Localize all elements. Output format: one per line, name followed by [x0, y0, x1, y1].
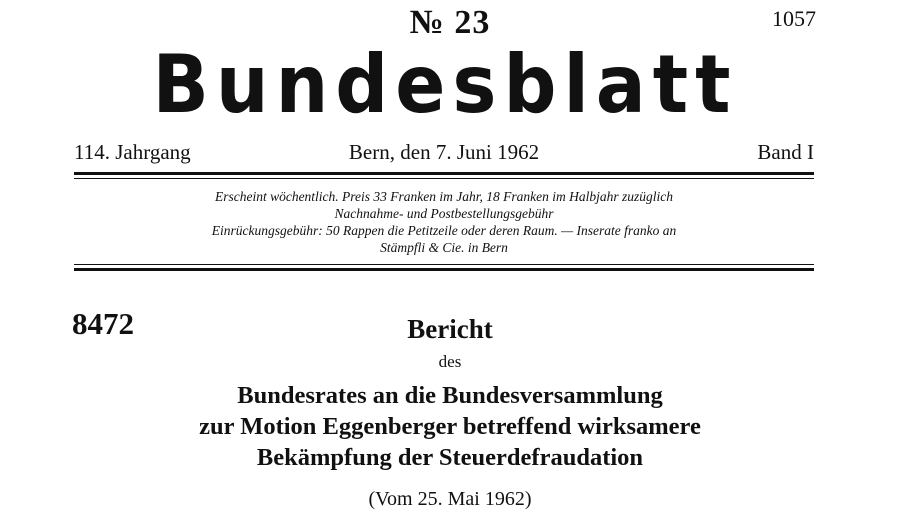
notice-line-4: Stämpfli & Cie. in Bern [380, 240, 508, 255]
report-title: Bericht [407, 314, 493, 344]
report-number: 8472 [72, 306, 134, 341]
notice-line-1: Erscheint wöchentlich. Preis 33 Franken im Jahr, 18 Franken im Halbjahr zuzüglich [214, 189, 674, 204]
notice-line-2: Nachnahme- und Postbestellungsgebühr [334, 206, 554, 221]
page-number: 1057 [772, 6, 816, 31]
place-date: Bern, den 7. Juni 1962 [348, 140, 540, 164]
report-date: (Vom 25. Mai 1962) [368, 488, 532, 510]
subtitle-line-2: zur Motion Eggenberger betreffend wirksamere [199, 413, 701, 440]
notice-line-3: Einrückungsgebühr: 50 Rappen die Petitzeile oder deren Raum. — Inserate franko an [211, 223, 677, 238]
band-label: Band I [757, 140, 814, 164]
top-rule-thick [74, 172, 814, 175]
report-subtitle [0, 380, 900, 473]
masthead-title: Bundesblatt [152, 38, 738, 132]
issue-number: № 23 [409, 4, 491, 41]
volume-year: 114. Jahrgang [74, 140, 191, 164]
publication-notice [74, 188, 814, 256]
subtitle-line-1: Bundesrates an die Bundesversammlung [237, 382, 663, 409]
report-des: des [438, 352, 462, 371]
bottom-rule-thick [74, 268, 814, 271]
bottom-rule-thin [74, 264, 814, 265]
top-rule-thin [74, 178, 814, 179]
subtitle-line-3: Bekämpfung der Steuerdefraudation [256, 444, 644, 471]
